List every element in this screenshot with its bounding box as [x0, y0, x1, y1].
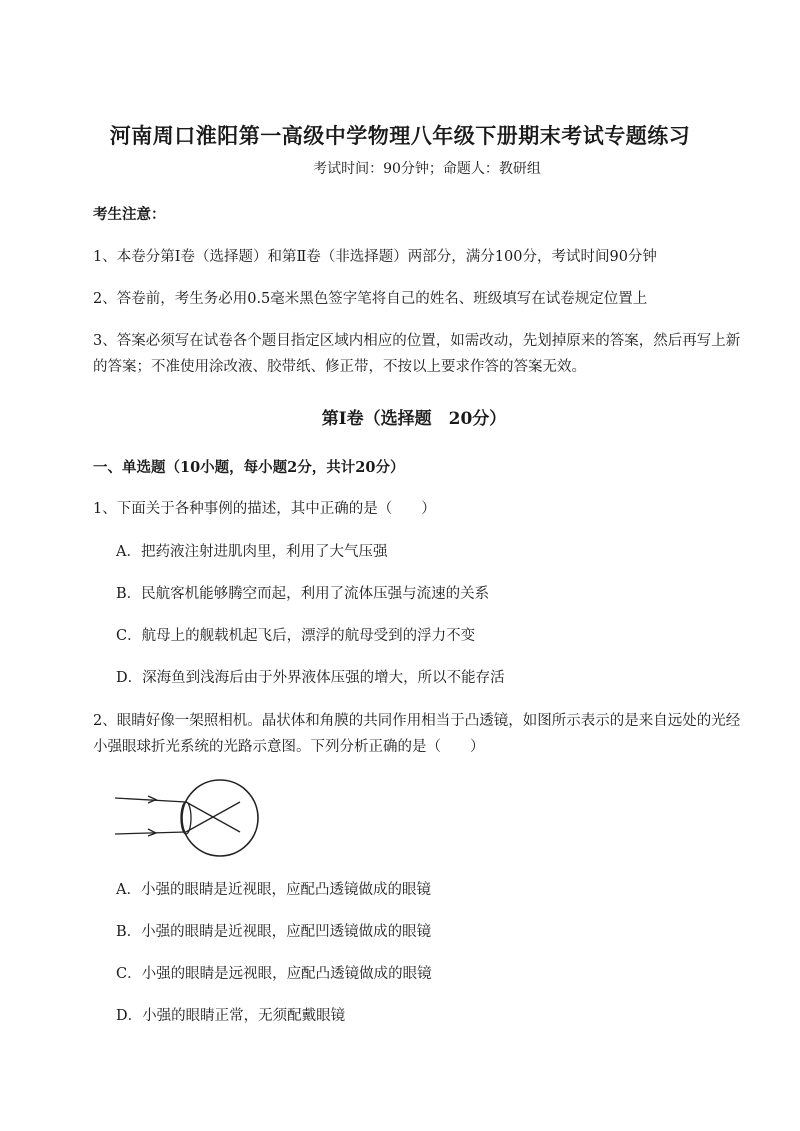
eye-ray-diagram — [112, 776, 262, 858]
question-stem: 小强眼球折光系统的光路示意图。下列分析正确的是（ ） — [93, 739, 485, 755]
notice-item: 的答案；不准使用涂改液、胶带纸、修正带，不按以上要求作答的答案无效。 — [93, 359, 586, 375]
question-option: A．小强的眼睛是近视眼，应配凸透镜做成的眼镜 — [116, 882, 431, 898]
question-option: D．深海鱼到浅海后由于外界液体压强的增大，所以不能存活 — [116, 670, 505, 686]
notice-item: 2、答卷前，考生务必用0.5毫米黑色签字笔将自己的姓名、班级填写在试卷规定位置上 — [93, 291, 648, 307]
section-title: 第Ⅰ卷（选择题 20分） — [321, 409, 507, 429]
question-option: B．小强的眼睛是近视眼，应配凹透镜做成的眼镜 — [116, 924, 432, 940]
notice-heading: 考生注意： — [93, 206, 166, 223]
question-stem: 2、眼睛好像一架照相机。晶状体和角膜的共同作用相当于凸透镜，如图所示表示的是来自远处的光经 — [93, 713, 741, 729]
notice-item: 1、本卷分第Ⅰ卷（选择题）和第Ⅱ卷（非选择题）两部分，满分100分，考试时间90分钟 — [93, 249, 657, 265]
question-option: A．把药液注射进肌肉里，利用了大气压强 — [116, 544, 388, 560]
page-subtitle: 考试时间：90分钟；命题人：教研组 — [313, 161, 541, 177]
question-option: D．小强的眼睛正常，无须配戴眼镜 — [116, 1008, 346, 1024]
question-option: C．航母上的舰载机起飞后，漂浮的航母受到的浮力不变 — [116, 628, 476, 644]
page-title: 河南周口淮阳第一高级中学物理八年级下册期末考试专题练习 — [109, 123, 691, 148]
question-option: C．小强的眼睛是远视眼，应配凸透镜做成的眼镜 — [116, 966, 432, 982]
part-heading: 一、单选题（10小题，每小题2分，共计20分） — [93, 459, 405, 476]
notice-item: 3、答案必须写在试卷各个题目指定区域内相应的位置，如需改动，先划掉原来的答案，然后再写上新 — [93, 333, 741, 349]
question-option: B．民航客机能够腾空而起，利用了流体压强与流速的关系 — [116, 586, 490, 602]
question-stem: 1、下面关于各种事例的描述，其中正确的是（ ） — [93, 501, 436, 517]
